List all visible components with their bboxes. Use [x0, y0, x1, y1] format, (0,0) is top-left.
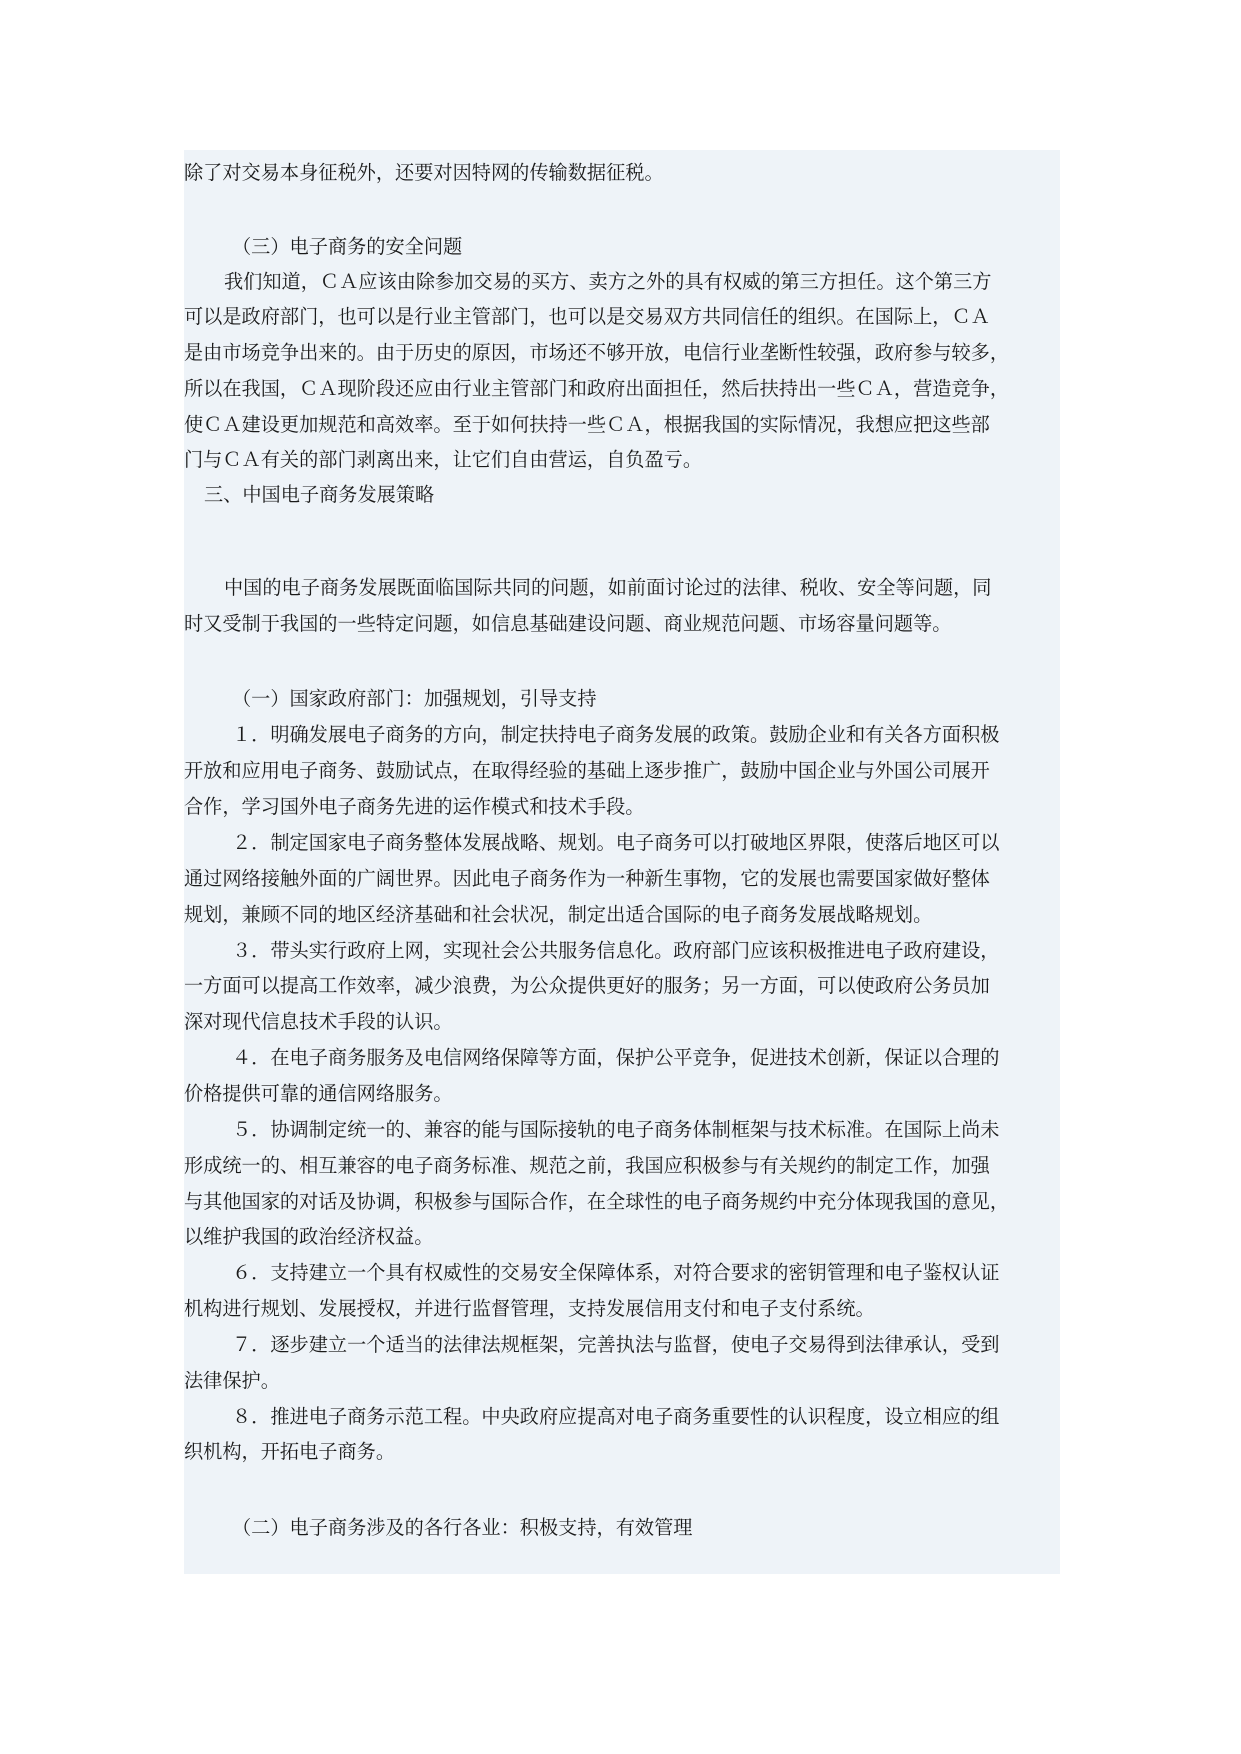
paragraph-line: 法律保护。	[184, 1369, 280, 1392]
paragraph-line: 中国的电子商务发展既面临国际共同的问题，如前面讨论过的法律、税收、安全等问题，同	[224, 576, 992, 599]
section-heading: （一）国家政府部门：加强规划，引导支持	[232, 687, 597, 710]
paragraph-line: 深对现代信息技术手段的认识。	[184, 1010, 453, 1033]
section-heading: （二）电子商务涉及的各行各业：积极支持，有效管理	[232, 1516, 693, 1539]
list-item: ６．支持建立一个具有权威性的交易安全保障体系，对符合要求的密钥管理和电子鉴权认证	[232, 1261, 1000, 1284]
paragraph-line: 使ＣＡ建设更加规范和高效率。至于如何扶持一些ＣＡ，根据我国的实际情况，我想应把这些部	[184, 413, 990, 436]
list-item: ７．逐步建立一个适当的法律法规框架，完善执法与监督，使电子交易得到法律承认，受到	[232, 1333, 1000, 1356]
document-body	[184, 150, 1060, 1574]
paragraph-line: 开放和应用电子商务、鼓励试点，在取得经验的基础上逐步推广，鼓励中国企业与外国公司展开	[184, 759, 990, 782]
paragraph-line: 规划，兼顾不同的地区经济基础和社会状况，制定出适合国际的电子商务发展战略规划。	[184, 903, 933, 926]
list-item: ４．在电子商务服务及电信网络保障等方面，保护公平竞争，促进技术创新，保证以合理的	[232, 1046, 1000, 1069]
list-item: ２．制定国家电子商务整体发展战略、规划。电子商务可以打破地区界限，使落后地区可以	[232, 831, 1000, 854]
list-item: ５．协调制定统一的、兼容的能与国际接轨的电子商务体制框架与技术标准。在国际上尚未	[232, 1118, 1000, 1141]
list-item: ８．推进电子商务示范工程。中央政府应提高对电子商务重要性的认识程度，设立相应的组	[232, 1405, 1000, 1428]
paragraph-line: 以维护我国的政治经济权益。	[184, 1225, 434, 1248]
paragraph-line: 形成统一的、相互兼容的电子商务标准、规范之前，我国应积极参与有关规约的制定工作，加强	[184, 1154, 990, 1177]
paragraph-line: 门与ＣＡ有关的部门剥离出来，让它们自由营运，自负盈亏。	[184, 448, 703, 471]
paragraph-line: 所以在我国，ＣＡ现阶段还应由行业主管部门和政府出面担任，然后扶持出一些ＣＡ，营造竞争，	[184, 377, 1010, 400]
paragraph-line: 机构进行规划、发展授权，并进行监督管理，支持发展信用支付和电子支付系统。	[184, 1297, 875, 1320]
paragraph-line: 一方面可以提高工作效率，减少浪费，为公众提供更好的服务；另一方面，可以使政府公务员加	[184, 974, 990, 997]
paragraph-line: 我们知道，ＣＡ应该由除参加交易的买方、卖方之外的具有权威的第三方担任。这个第三方	[224, 270, 992, 293]
list-item: １．明确发展电子商务的方向，制定扶持电子商务发展的政策。鼓励企业和有关各方面积极	[232, 723, 1000, 746]
chapter-heading: 三、中国电子商务发展策略	[204, 483, 435, 506]
paragraph-line: 时又受制于我国的一些特定问题，如信息基础建设问题、商业规范问题、市场容量问题等。	[184, 612, 952, 635]
paragraph-line: 与其他国家的对话及协调，积极参与国际合作，在全球性的电子商务规约中充分体现我国的意见，	[184, 1190, 1010, 1213]
list-item: ３．带头实行政府上网，实现社会公共服务信息化。政府部门应该积极推进电子政府建设，	[232, 939, 1000, 962]
paragraph-line: 除了对交易本身征税外，还要对因特网的传输数据征税。	[184, 161, 664, 184]
paragraph-line: 织机构，开拓电子商务。	[184, 1440, 396, 1463]
paragraph-line: 可以是政府部门，也可以是行业主管部门，也可以是交易双方共同信任的组织。在国际上，ＣＡ	[184, 305, 990, 328]
paragraph-line: 价格提供可靠的通信网络服务。	[184, 1082, 453, 1105]
paragraph-line: 合作，学习国外电子商务先进的运作模式和技术手段。	[184, 795, 645, 818]
section-heading: （三）电子商务的安全问题	[232, 235, 463, 258]
paragraph-line: 通过网络接触外面的广阔世界。因此电子商务作为一种新生事物，它的发展也需要国家做好整体	[184, 867, 990, 890]
paragraph-line: 是由市场竞争出来的。由于历史的原因，市场还不够开放，电信行业垄断性较强，政府参与较多，	[184, 341, 1010, 364]
